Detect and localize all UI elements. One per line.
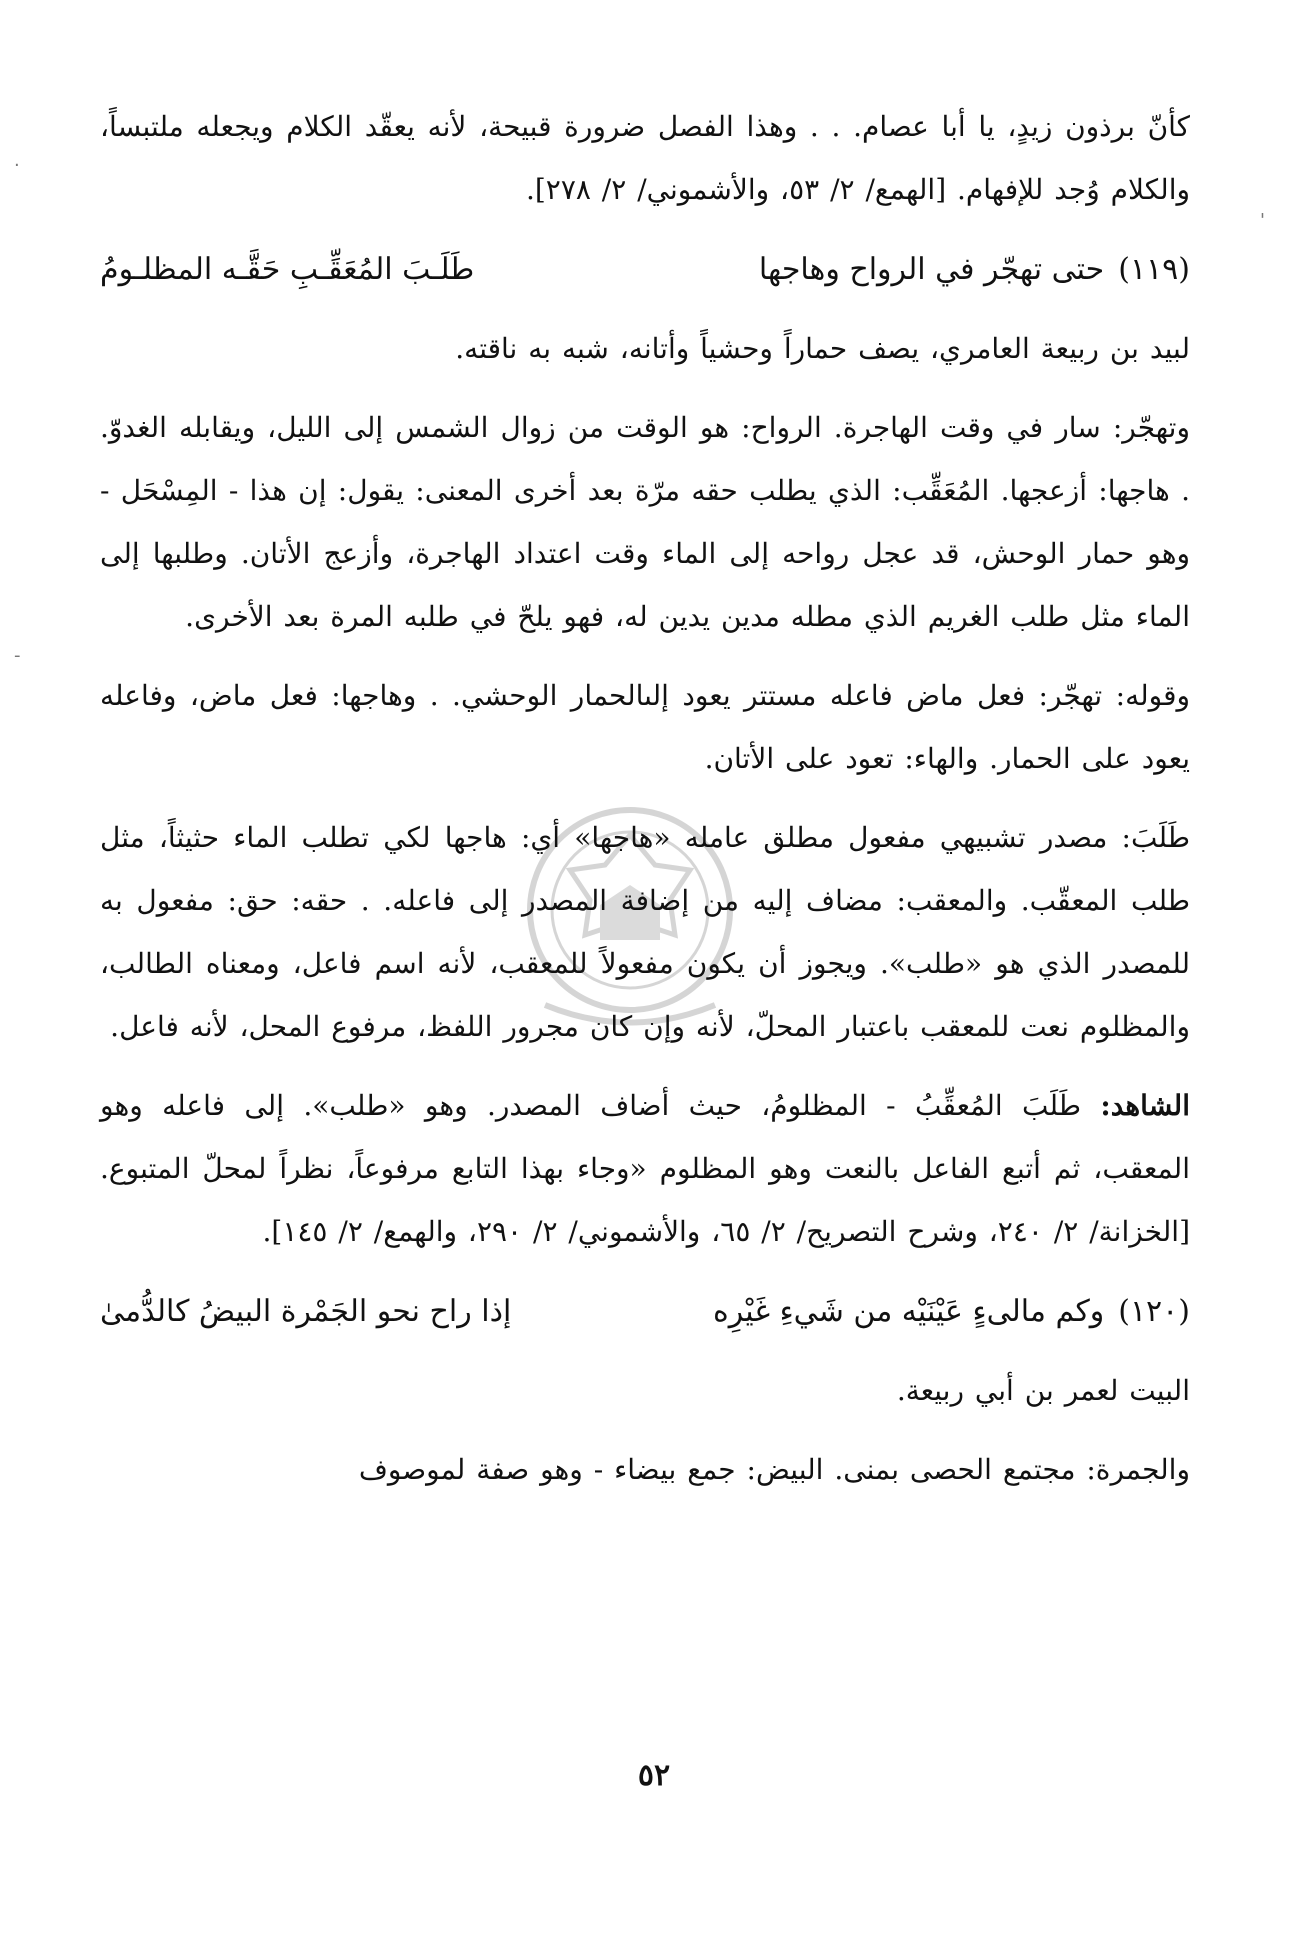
paragraph: كأنّ برذون زيدٍ، يا أبا عصام. . . وهذا الفصل ضرورة قبيحة، لأنه يعقّد الكلام ويجعله ملتبساً، والكلام وُجد للإفهام. [الهمع/ ٢/ ٥٣، والأشموني/ ٢/ ٢٧٨]. — [100, 110, 1190, 206]
verse-first-half — [713, 1279, 1190, 1345]
verse-120 — [100, 1279, 1190, 1345]
verse-number: (١٢٠) — [1118, 1294, 1190, 1329]
page-number: ٥٢ — [637, 1758, 671, 1793]
scan-mark-icon: ' — [1260, 210, 1265, 231]
scan-mark-icon: . — [14, 150, 20, 171]
paragraph: البيت لعمر بن أبي ربيعة. — [896, 1374, 1190, 1407]
verse-hemistich-2: إذا راح نحو الجَمْرة البيضُ كالدُّمىٰ — [100, 1294, 512, 1329]
page-content — [100, 95, 1190, 1517]
paragraph: وتهجّر: سار في وقت الهاجرة. الرواح: هو الوقت من زوال الشمس إلى الليل، ويقابله الغدوّ. . هاجها: أزعجها. المُعَقِّب: الذي يطلب حقه مرّة بعد أخرى المعنى: يقول: إن هذا - المِسْحَل - وهو حمار الوحش، قد عجل رواحه إلى الماء وقت اعتداد الهاجرة، وأزعج الأتان. وطلبها إلى الماء مثل طلب الغريم الذي مطله مدين يدين له، فهو يلحّ في طلبه المرة بعد الأخرى. — [100, 411, 1190, 633]
scan-mark-icon: - — [14, 645, 21, 666]
verse-hemistich-1: حتى تهجّر في الرواح وهاجها — [758, 252, 1105, 287]
verse-119 — [100, 237, 1190, 303]
paragraph: وقوله: تهجّر: فعل ماض فاعله مستتر يعود إلىالحمار الوحشي. . وهاجها: فعل ماض، وفاعله يعود على الحمار. والهاء: تعود على الأتان. — [100, 679, 1190, 775]
paragraph: والجمرة: مجتمع الحصى بمنى. البيض: جمع بيضاء - وهو صفة لموصوف — [358, 1453, 1190, 1486]
shahid-paragraph — [100, 1074, 1190, 1263]
shahid-text: طَلَبَ المُعقِّبُ - المظلومُ، حيث أضاف المصدر. وهو «طلب». إلى فاعله وهو المعقب، ثم أتبع الفاعل بالنعت وهو المظلوم «وجاء بهذا التابع مرفوعاً، نظراً لمحلّ المتبوع. [الخزانة/ ٢/ ٢٤٠، وشرح التصريح/ ٢/ ٦٥، والأشموني/ ٢/ ٢٩٠، والهمع/ ٢/ ١٤٥]. — [100, 1089, 1190, 1248]
verse-hemistich-2: طَلَـبَ المُعَقِّـبِ حَقَّـه المظلـومُ — [100, 252, 475, 287]
paragraph: طَلَبَ: مصدر تشبيهي مفعول مطلق عامله «هاجها» أي: هاجها لكي تطلب الماء حثيثاً، مثل طلب المعقّب. والمعقب: مضاف إليه من إضافة المصدر إلى فاعله. . حقه: حق: مفعول به للمصدر الذي هو «طلب». ويجوز أن يكون مفعولاً للمعقب، لأنه اسم فاعل، ومعناه الطالب، والمظلوم نعت للمعقب باعتبار المحلّ، لأنه وإن كان مجرور اللفظ، مرفوع المحل، لأنه فاعل. — [100, 821, 1190, 1043]
verse-hemistich-1: وكم مالىءٍ عَيْنَيْه من شَيءِ غَيْرِه — [713, 1294, 1105, 1329]
verse-first-half — [759, 237, 1190, 303]
shahid-label: الشاهد: — [1100, 1089, 1190, 1122]
paragraph: لبيد بن ربيعة العامري، يصف حماراً وحشياً وأتانه، شبه به ناقته. — [455, 332, 1190, 365]
verse-number: (١١٩) — [1118, 252, 1190, 287]
